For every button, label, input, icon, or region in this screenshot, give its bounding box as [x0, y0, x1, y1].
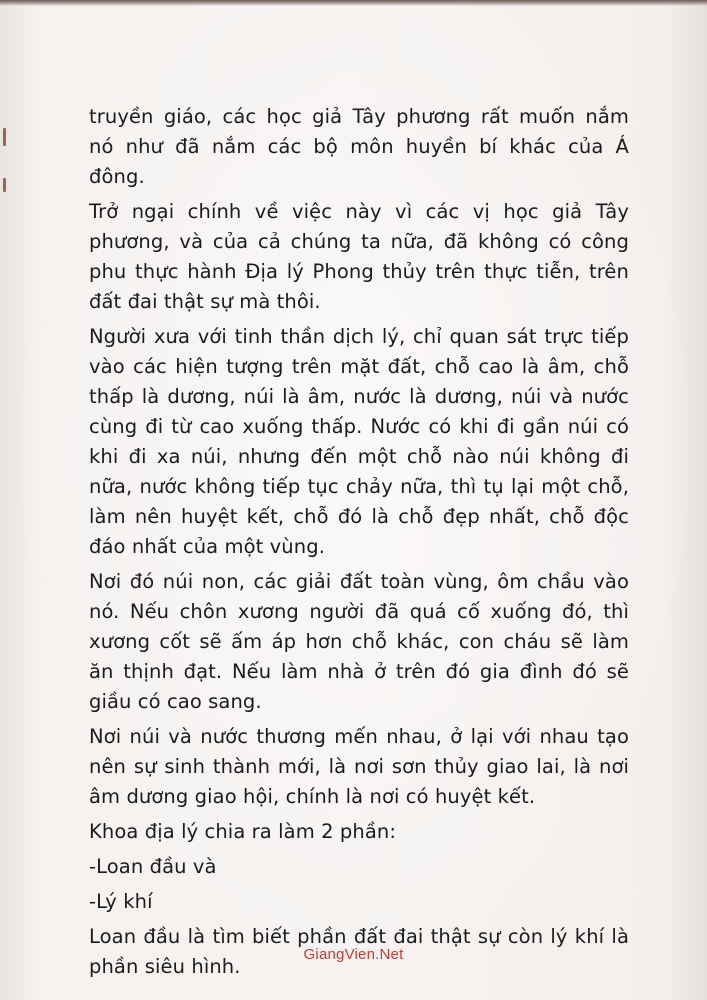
text-line: phương, và của cả chúng ta nữa, đã không có công — [89, 230, 629, 253]
paragraph — [89, 197, 629, 317]
paragraph — [89, 322, 629, 562]
text-line: giầu có cao sang. — [89, 690, 262, 713]
paragraph — [89, 887, 629, 917]
text-line: -Lý khí — [89, 890, 153, 913]
text-line: đông. — [89, 165, 145, 188]
text-line: ăn thịnh đạt. Nếu làm nhà ở trên đó gia đình đó sẽ — [89, 660, 629, 683]
body-text — [89, 102, 629, 987]
text-line: thấp là dương, núi là âm, nước là dương, núi và nước — [89, 385, 629, 408]
paragraph — [89, 102, 629, 192]
text-line: -Loan đầu và — [89, 855, 217, 878]
text-line: làm nên huyệt kết, chỗ đó là chỗ đẹp nhất, chỗ độc — [89, 505, 629, 528]
text-line: Nơi núi và nước thương mến nhau, ở lại với nhau tạo — [89, 725, 629, 748]
paragraph — [89, 817, 629, 847]
text-line: xương cốt sẽ ấm áp hơn chỗ khác, con cháu sẽ làm — [89, 630, 629, 653]
text-line: nó. Nếu chôn xương người đã quá cố xuống đó, thì — [89, 600, 629, 623]
paragraph — [89, 722, 629, 812]
text-line: đất đai thật sự mà thôi. — [89, 290, 321, 313]
binding-mark — [3, 178, 6, 192]
text-line: âm dương giao hội, chính là nơi có huyệt kết. — [89, 785, 536, 808]
text-line: nên sự sinh thành mới, là nơi sơn thủy giao lai, là nơi — [89, 755, 629, 778]
text-line: Loan đầu là tìm biết phần đất đai thật sự còn lý khí là — [89, 925, 629, 948]
text-line: nó như đã nắm các bộ môn huyền bí khác của Á — [89, 135, 629, 158]
text-line: nữa, nước không tiếp tục chảy nữa, thì tụ lại một chỗ, — [89, 475, 629, 498]
text-line: Trở ngại chính về việc này vì các vị học giả Tây — [89, 200, 629, 223]
text-line: đáo nhất của một vùng. — [89, 535, 325, 558]
page-top-edge — [0, 0, 707, 6]
binding-mark — [3, 128, 6, 146]
paragraph — [89, 852, 629, 882]
text-line: Khoa địa lý chia ra làm 2 phần: — [89, 820, 397, 843]
text-line: khi đi xa núi, nhưng đến một chỗ nào núi không đi — [89, 445, 629, 468]
text-line: phần siêu hình. — [89, 955, 241, 978]
text-line: phu thực hành Địa lý Phong thủy trên thực tiễn, trên — [89, 260, 629, 283]
text-line: Nơi đó núi non, các giải đất toàn vùng, ôm chầu vào — [89, 570, 629, 593]
text-line: cùng đi từ cao xuống thấp. Nước có khi đi gần núi có — [89, 415, 629, 438]
text-line: vào các hiện tượng trên mặt đất, chỗ cao là âm, chỗ — [89, 355, 629, 378]
text-line: truyền giáo, các học giả Tây phương rất muốn nắm — [89, 105, 629, 128]
site-watermark: GiangVien.Net — [303, 946, 404, 963]
text-line: Người xưa với tinh thần dịch lý, chỉ quan sát trực tiếp — [89, 325, 629, 348]
paragraph — [89, 567, 629, 717]
